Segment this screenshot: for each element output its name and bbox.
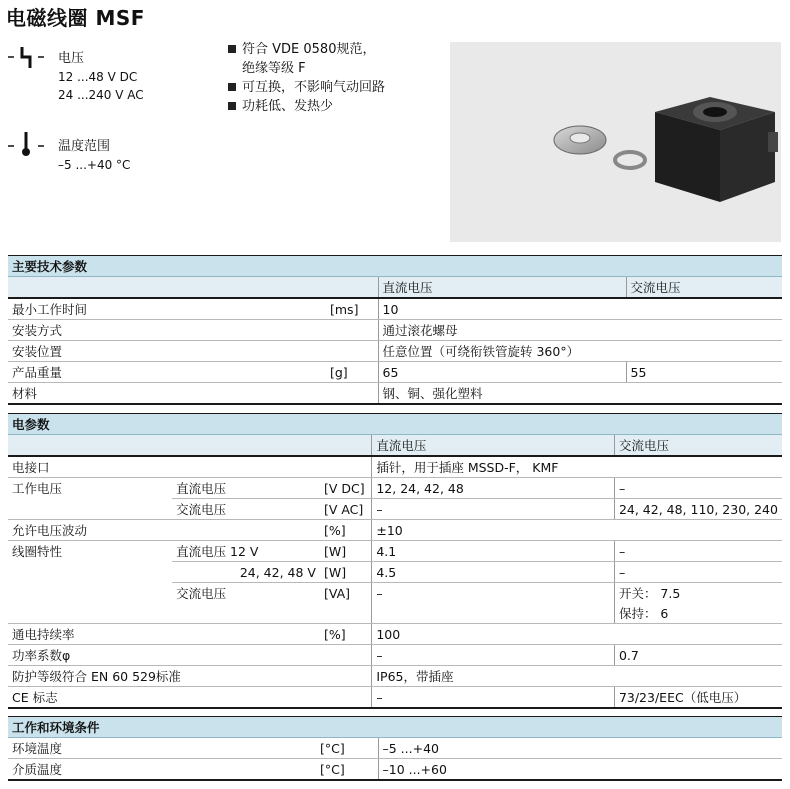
table-row: 环境温度 [°C] –5 ...+40 bbox=[8, 738, 782, 759]
table-row: 工作电压 直流电压 [V DC] 12, 24, 42, 48 – bbox=[8, 478, 782, 499]
bullet-item: 功耗低、发热少 bbox=[228, 97, 385, 116]
bullet-item: 符合 VDE 0580规范， bbox=[228, 40, 385, 59]
section-title: 电参数 bbox=[8, 414, 782, 435]
product-photo bbox=[450, 42, 781, 242]
temperature-label: 温度范围 bbox=[58, 139, 111, 154]
table-row: 交流电压 [VA] – 开关： 7.5 bbox=[8, 583, 782, 604]
table-row: 介质温度 [°C] –10 ...+60 bbox=[8, 759, 782, 781]
page-title: 电磁线圈 MSF bbox=[6, 6, 145, 30]
voltage-dc-range: 12 ...48 V DC bbox=[58, 70, 138, 84]
thermometer-icon bbox=[8, 130, 48, 158]
bullet-square-icon bbox=[228, 83, 236, 91]
column-header-dc: 直流电压 bbox=[378, 277, 626, 299]
column-header-dc: 直流电压 bbox=[372, 435, 615, 457]
voltage-label: 电压 bbox=[58, 51, 85, 66]
table-row: 24, 42, 48 V [W] 4.5 – bbox=[8, 562, 782, 583]
section-title: 主要技术参数 bbox=[8, 256, 782, 277]
voltage-symbol-icon bbox=[8, 44, 48, 70]
bullet-item-cont: 绝缘等级 F bbox=[242, 61, 306, 76]
environment-table bbox=[8, 716, 782, 781]
feature-bullets bbox=[228, 40, 385, 116]
table-row: 保持： 6 bbox=[8, 603, 782, 624]
column-header-ac: 交流电压 bbox=[626, 277, 782, 299]
column-header-blank bbox=[8, 277, 378, 299]
table-row: 线圈特性 直流电压 12 V [W] 4.1 – bbox=[8, 541, 782, 562]
main-params-table bbox=[8, 255, 782, 405]
table-row: CE 标志 – 73/23/EEC（低电压） bbox=[8, 687, 782, 709]
table-row: 功率系数φ – 0.7 bbox=[8, 645, 782, 666]
table-row: 产品重量 [g] 65 55 bbox=[8, 362, 782, 383]
table-row: 防护等级符合 EN 60 529标准 IP65，带插座 bbox=[8, 666, 782, 687]
voltage-feature bbox=[58, 50, 144, 104]
column-header-ac: 交流电压 bbox=[614, 435, 782, 457]
table-row: 安装方式 通过滚花螺母 bbox=[8, 320, 782, 341]
bullet-square-icon bbox=[228, 45, 236, 53]
table-row: 交流电压 [V AC] – 24, 42, 48, 110, 230, 240 bbox=[8, 499, 782, 520]
table-row: 电接口 插针，用于插座 MSSD-F， KMF bbox=[8, 456, 782, 478]
table-row: 允许电压波动 [%] ±10 bbox=[8, 520, 782, 541]
column-header-blank bbox=[8, 435, 372, 457]
section-title: 工作和环境条件 bbox=[8, 717, 782, 738]
bullet-item: 可互换，不影响气动回路 bbox=[228, 78, 385, 97]
table-row: 材料 钢、铜、强化塑料 bbox=[8, 383, 782, 405]
table-row: 最小工作时间 [ms] 10 bbox=[8, 298, 782, 320]
bullet-square-icon bbox=[228, 102, 236, 110]
voltage-ac-range: 24 ...240 V AC bbox=[58, 88, 144, 102]
table-row: 通电持续率 [%] 100 bbox=[8, 624, 782, 645]
electrical-params-table bbox=[8, 413, 782, 709]
table-row: 安装位置 任意位置（可绕衔铁管旋转 360°） bbox=[8, 341, 782, 362]
temperature-feature bbox=[58, 138, 130, 174]
temperature-range: –5 ...+40 °C bbox=[58, 158, 131, 172]
